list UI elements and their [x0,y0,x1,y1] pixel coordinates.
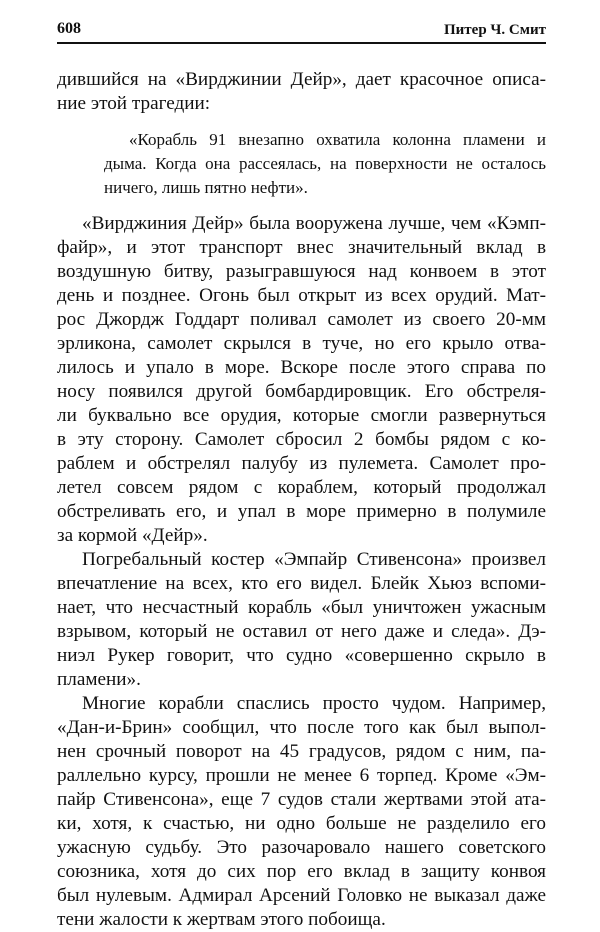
text-line: раллельно курсу, прошли не менее 6 торпед. Кроме «Эм- [57,765,546,786]
page-header [57,20,546,42]
text-line: воздушную битву, разыгравшуюся над конвоем в этот [57,261,546,282]
text-line: тени жалости к жертвам этого побоища. [57,909,386,930]
text-line: «Корабль 91 внезапно охватила колонна пламени и [129,130,546,149]
text-line: нен срочный поворот на 45 градусов, рядом с ним, па- [57,741,546,762]
page-number: 608 [57,20,81,37]
text-line: за кормой «Дейр». [57,525,208,546]
paragraph [57,692,546,932]
running-title: Питер Ч. Смит [444,22,546,38]
text-line: ние этой трагедии: [57,93,211,114]
continuation-paragraph [57,68,546,116]
text-line: файр», и этот транспорт внес значительный вклад в [57,237,546,258]
paragraph [57,212,546,548]
text-line: рос Джордж Годдарт поливал самолет из своего 20-мм [57,309,546,330]
text-line: в эту сторону. Самолет сбросил 2 бомбы рядом с ко- [57,429,546,450]
text-line: ли буквально все орудия, которые смогли развернуться [57,405,546,426]
text-line: дыма. Когда она рассеялась, на поверхности не осталось [104,154,546,173]
text-line: летел совсем рядом с кораблем, который продолжал [57,477,546,498]
text-line: ужасную судьбу. Это разочаровало нашего советского [57,837,546,858]
text-line: «Дан-и-Брин» сообщил, что после того как был выпол- [57,717,546,738]
header-rule [57,42,546,44]
text-line: пайр Стивенсона», еще 7 судов стали жертвами этой ата- [57,789,546,810]
text-line: эрликона, самолет скрылся в туче, но его крыло отва- [57,333,546,354]
text-line: ничего, лишь пятно нефти». [104,178,308,197]
text-line: пламени». [57,669,141,690]
paragraph [57,548,546,692]
text-line: был нулевым. Адмирал Арсений Головко не выказал даже [57,885,546,906]
text-line: обстреливать его, и упал в море примерно в полумиле [57,501,546,522]
text-line: союзника, хотя до сих пор его вклад в защиту конвоя [57,861,546,882]
text-line: «Вирджиния Дейр» была вооружена лучше, чем «Кэмп- [82,213,546,234]
text-line: раблем и обстрелял палубу из пулемета. Самолет про- [57,453,546,474]
text-line: дившийся на «Вирджинии Дейр», дает красочное описа- [57,69,546,90]
text-line: впечатление на всех, кто его видел. Блейк Хьюз вспоми- [57,573,546,594]
text-line: носу появился другой бомбардировщик. Его обстреля- [57,381,546,402]
text-line: лилось и упало в море. Вскоре после этого справа по [57,357,546,378]
text-line: Погребальный костер «Эмпайр Стивенсона» произвел [82,549,546,570]
text-line: ки, хотя, к счастью, ни одно больше не разделило его [57,813,546,834]
text-line: ниэл Рукер говорит, что судно «совершенно скрыло в [57,645,546,666]
text-line: Многие корабли спаслись просто чудом. Например, [82,693,546,714]
page-body [57,68,546,932]
text-line: взрывом, который не оставил от него даже и следа». Дэ- [57,621,546,642]
text-line: нает, что несчастный корабль «был уничтожен ужасным [57,597,546,618]
block-quote [104,128,546,200]
text-line: день и позднее. Огонь был открыт из всех орудий. Мат- [57,285,546,306]
